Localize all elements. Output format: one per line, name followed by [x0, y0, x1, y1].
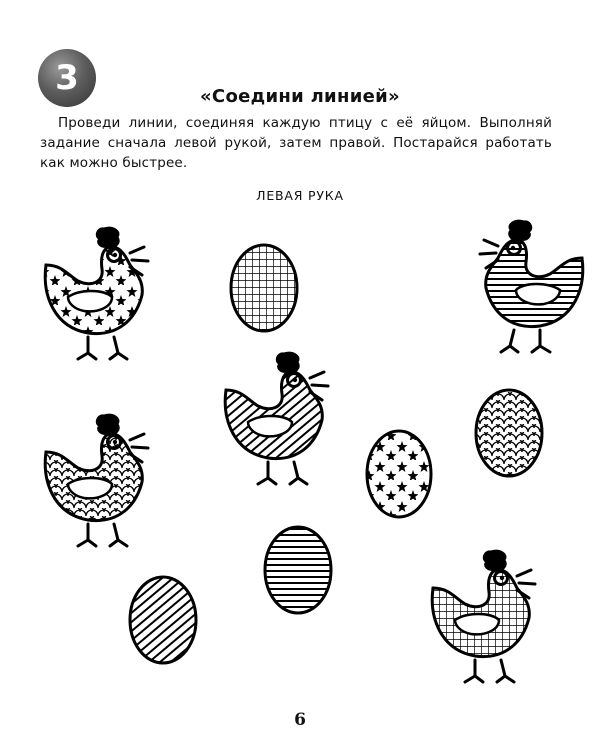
- exercise-number: 3: [55, 58, 79, 98]
- chicken-grid: [432, 550, 535, 682]
- egg-grid: [231, 245, 297, 331]
- chicken-diagonal-stripes: [225, 352, 328, 484]
- chicken-horizontal-stripes: [480, 220, 583, 352]
- chicken-stars: [45, 227, 148, 359]
- egg-horizontal-stripes: [265, 527, 331, 613]
- exercise-instructions: Проведи линии, соединяя каждую птицу с её яйцом. Выполняй задание сначала левой рукой, затем правой. Постарайся работать как можно быстрее.: [40, 115, 552, 171]
- exercise-title: «Соедини линией»: [200, 86, 400, 107]
- egg-scales: [476, 390, 542, 476]
- section-label-left-hand: ЛЕВАЯ РУКА: [256, 188, 344, 203]
- egg-diagonal-stripes: [130, 577, 196, 663]
- egg-stars: [367, 431, 431, 517]
- chicken-scales: [45, 414, 148, 546]
- page-number: 6: [294, 710, 306, 730]
